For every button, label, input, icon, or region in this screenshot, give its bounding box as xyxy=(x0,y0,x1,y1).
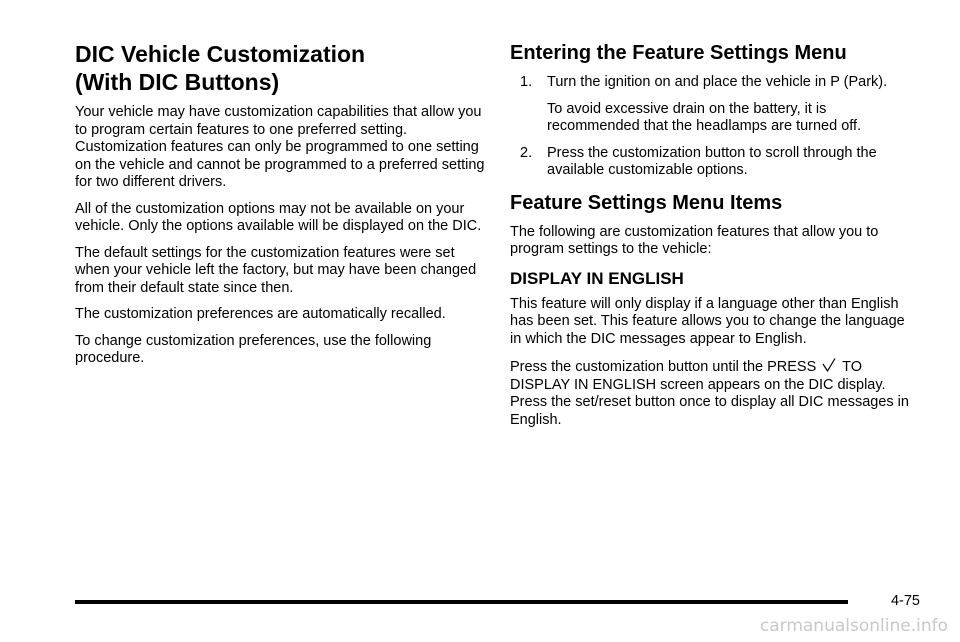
step-text: Press the customization button to scroll through the available customizable options. xyxy=(547,144,877,178)
recall-paragraph: The customization preferences are automatically recalled. xyxy=(75,306,446,322)
display-english-description: This feature will only display if a language other than English has been set. This feature allows you to change the language in which the DIC messages appear to English. xyxy=(510,295,905,347)
step-number: 1. xyxy=(520,74,533,90)
checkmark-icon xyxy=(821,357,837,373)
default-settings-paragraph: The default settings for the customization features were set when your vehicle left the factory, but may have been changed from their default state since then. xyxy=(75,244,477,296)
availability-paragraph: All of the customization options may not be available on your vehicle. Only the options available will be displayed on the DIC. xyxy=(75,200,482,234)
intro-paragraph: Your vehicle may have customization capabilities that allow you to program certain features to one preferred setting. Customization features can only be programmed to one setting on the vehicle and cannot be programmed to a preferred setting for two different drivers. xyxy=(75,104,485,190)
title-line-1: DIC Vehicle Customization xyxy=(75,41,366,67)
page-title xyxy=(75,40,485,96)
display-english-instructions xyxy=(510,357,910,429)
section-title-entering-menu: Entering the Feature Settings Menu xyxy=(510,42,847,64)
left-column xyxy=(75,40,485,377)
section-title-menu-items: Feature Settings Menu Items xyxy=(510,191,783,214)
menu-items-intro: The following are customization features that allow you to program settings to the vehicle: xyxy=(510,223,879,257)
steps-list xyxy=(510,74,910,180)
subsection-title-display-english: DISPLAY IN ENGLISH xyxy=(510,268,684,288)
step-text: Turn the ignition on and place the vehicle in P (Park). xyxy=(547,74,888,90)
instructions-text-before: Press the customization button until the PRESS xyxy=(510,359,817,375)
page-number: 4-75 xyxy=(890,593,920,609)
right-column xyxy=(510,40,910,438)
title-line-2: (With DIC Buttons) xyxy=(75,69,280,95)
list-item xyxy=(510,74,910,136)
step-number: 2. xyxy=(520,144,533,161)
step-note: To avoid excessive drain on the battery, it is recommended that the headlamps are turned off. xyxy=(547,100,862,134)
watermark: carmanualsonline.info xyxy=(759,616,948,636)
procedure-paragraph: To change customization preferences, use the following procedure. xyxy=(75,332,432,366)
list-item xyxy=(510,145,910,180)
footer-rule xyxy=(75,600,848,604)
instructions-text-after: TO DISPLAY IN ENGLISH screen appears on the DIC display. Press the set/reset button once to display all DIC messages in English. xyxy=(510,359,909,428)
